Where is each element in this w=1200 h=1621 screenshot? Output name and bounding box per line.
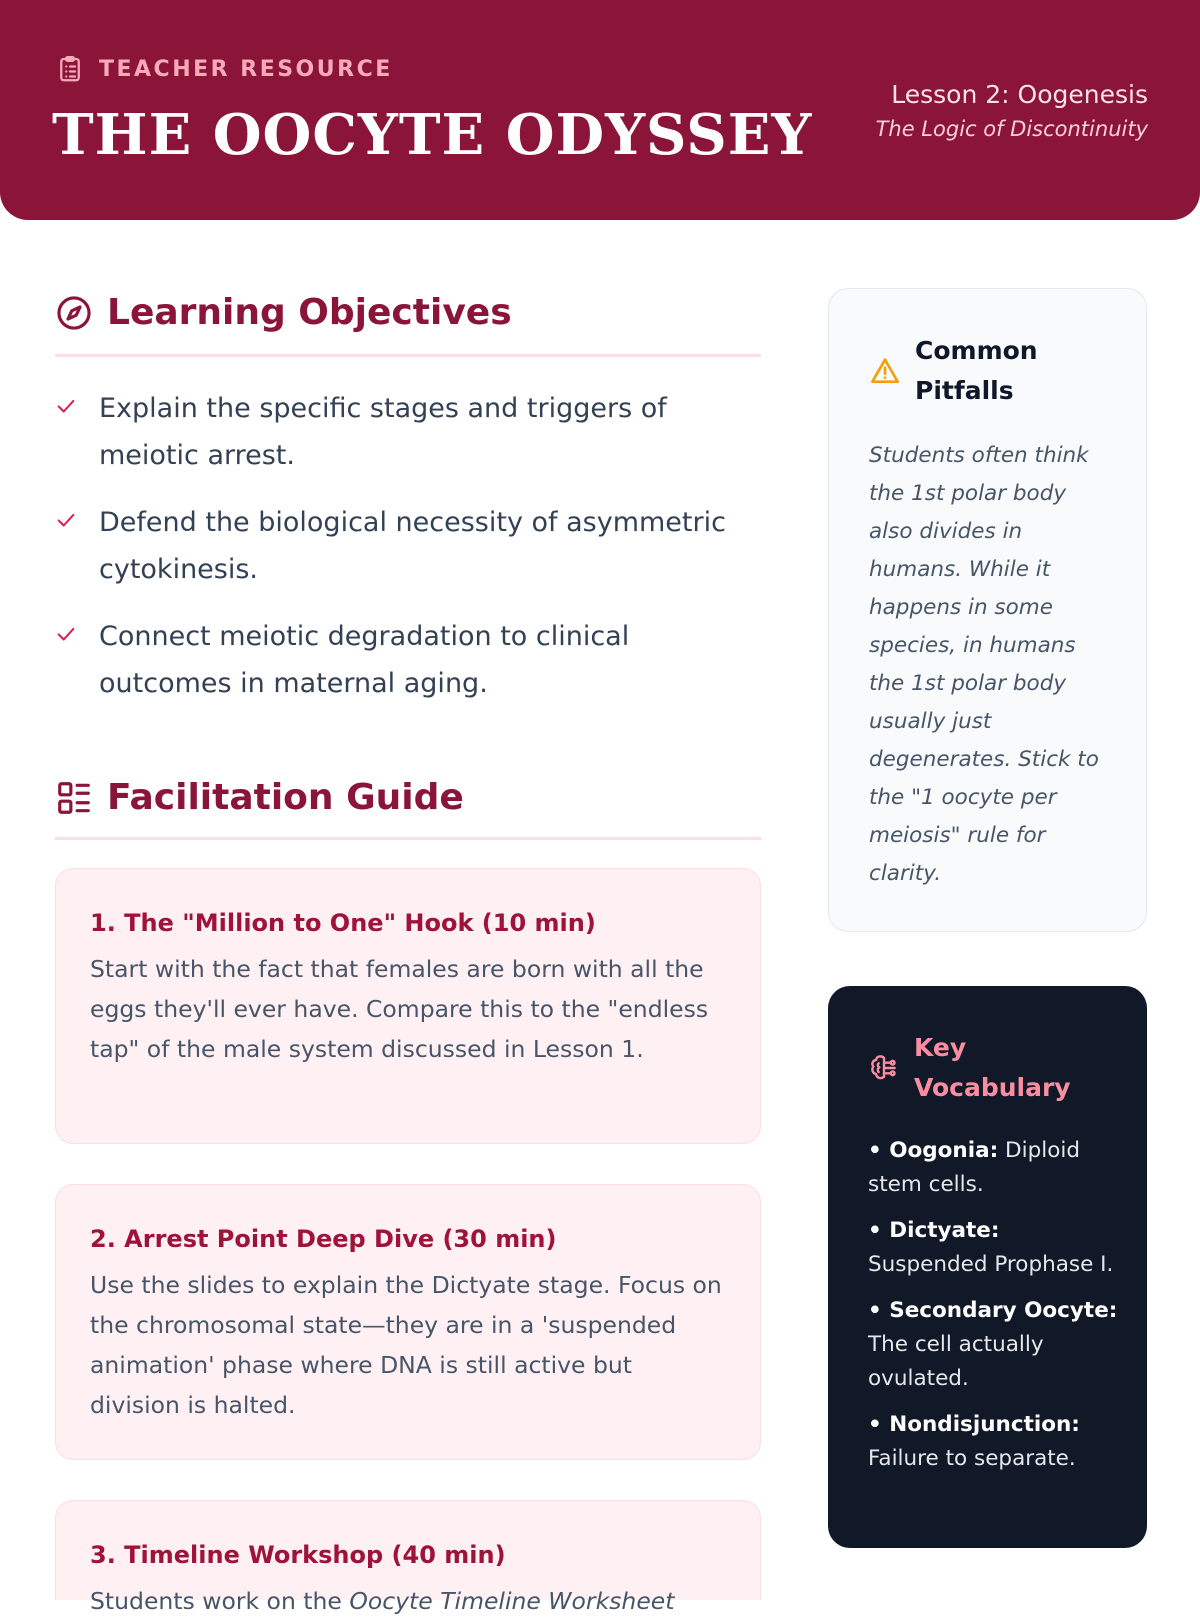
eyebrow xyxy=(55,54,393,84)
guide-step-card xyxy=(55,868,761,1144)
vocab-definition: Diploid stem cells. xyxy=(868,1138,1080,1197)
objectives-list xyxy=(55,385,761,727)
pitfalls-card xyxy=(828,288,1147,932)
list-item xyxy=(868,1408,1119,1476)
step-title: 2. Arrest Point Deep Dive (30 min) xyxy=(90,1225,557,1253)
objectives-heading xyxy=(55,292,512,333)
vocabulary-heading xyxy=(868,1028,1119,1108)
list-item xyxy=(868,1294,1119,1396)
list-details-icon xyxy=(55,779,93,817)
page-title: THE OOCYTE ODYSSEY xyxy=(52,102,813,168)
step-body xyxy=(90,1581,726,1621)
lesson-title: Lesson 2: Oogenesis xyxy=(891,80,1148,109)
list-item xyxy=(55,613,761,707)
pitfalls-text: Students often think the 1st polar body also divides in humans. While it happens in some species, in humans the 1st polar body usually just degenerates. Stick to the "1 oocyte per meiosis" rule for clarity. xyxy=(869,443,1099,886)
clipboard-list-icon xyxy=(55,54,85,84)
check-icon xyxy=(55,623,77,645)
guide-step-card xyxy=(55,1184,761,1460)
step-title: 3. Timeline Workshop (40 min) xyxy=(90,1541,506,1569)
guide-divider xyxy=(55,837,761,840)
objectives-divider xyxy=(55,354,761,357)
eyebrow-label: TEACHER RESOURCE xyxy=(99,56,393,82)
page-header xyxy=(0,0,1200,220)
vocab-term: • Oogonia: xyxy=(868,1138,999,1163)
objectives-title: Learning Objectives xyxy=(107,292,512,333)
vocab-definition: Suspended Prophase I. xyxy=(868,1252,1114,1277)
warning-triangle-icon xyxy=(869,355,901,387)
objective-text: Connect meiotic degradation to clinical outcomes in maternal aging. xyxy=(99,621,630,699)
vocab-term: • Nondisjunction: xyxy=(868,1412,1080,1437)
vocab-term: • Secondary Oocyte: xyxy=(868,1298,1118,1323)
pitfalls-heading xyxy=(869,331,1116,411)
list-item xyxy=(868,1134,1119,1202)
pitfalls-title: Common Pitfalls xyxy=(915,336,1038,405)
objective-text: Defend the biological necessity of asymmetric cytokinesis. xyxy=(99,507,726,585)
check-icon xyxy=(55,509,77,531)
step-body: Use the slides to explain the Dictyate stage. Focus on the chromosomal state—they are in a 'suspended animation' phase where DNA is still active but division is halted. xyxy=(90,1271,722,1419)
step-title: 1. The "Million to One" Hook (10 min) xyxy=(90,909,596,937)
list-item xyxy=(55,385,761,479)
lesson-info xyxy=(876,78,1148,146)
guide-heading xyxy=(55,777,464,818)
vocabulary-title: Key Vocabulary xyxy=(914,1033,1071,1102)
vocab-term: • Dictyate: xyxy=(868,1218,1000,1243)
lesson-subtitle: The Logic of Discontinuity xyxy=(875,117,1148,141)
brain-icon xyxy=(868,1052,900,1084)
compass-icon xyxy=(55,294,93,332)
step-body: Start with the fact that females are born with all the eggs they'll ever have. Compare this to the "endless tap" of the male system discussed in Lesson 1. xyxy=(90,955,709,1063)
vocabulary-card xyxy=(828,986,1147,1548)
guide-title: Facilitation Guide xyxy=(107,777,464,818)
objective-text: Explain the specific stages and triggers of meiotic arrest. xyxy=(99,393,667,471)
vocabulary-list xyxy=(868,1134,1119,1476)
step-body-text: Students work on the xyxy=(90,1587,350,1615)
check-icon xyxy=(55,395,77,417)
list-item xyxy=(55,499,761,593)
worksheet-name: Oocyte Timeline Worksheet xyxy=(349,1587,675,1615)
vocab-definition: The cell actually ovulated. xyxy=(868,1332,1044,1391)
guide-step-card xyxy=(55,1500,761,1615)
list-item xyxy=(868,1214,1119,1282)
vocab-definition: Failure to separate. xyxy=(868,1446,1076,1471)
